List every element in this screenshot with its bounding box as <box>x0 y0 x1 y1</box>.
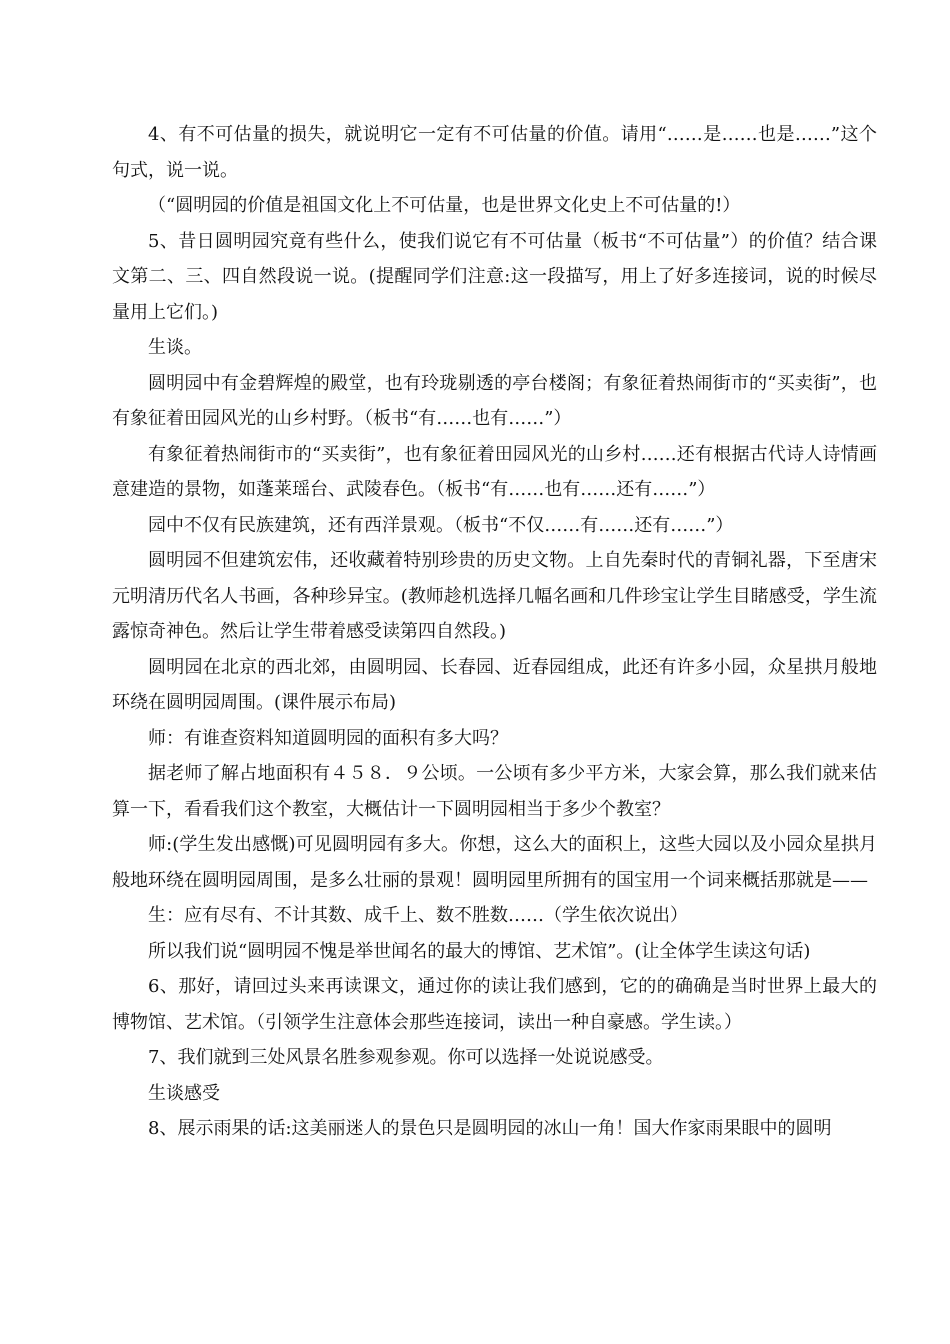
paragraph-student-words: 生：应有尽有、不计其数、成千上、数不胜数……（学生依次说出） <box>148 905 688 926</box>
paragraph-student-talk: 生谈。 <box>148 337 202 358</box>
document-body <box>112 117 877 1147</box>
paragraph-answer-value: （“圆明园的价值是祖国文化上不可估量，也是世界文化史上不可估量的!） <box>148 195 741 216</box>
paragraph-item-5-question: 5、昔日圆明园究竟有些什么，使我们说它有不可估量（板书“不可估量”）的价值？结合课文第二、三、四自然段说一说。(提醒同学们注意:这一段描写，用上了好多连接词，说的时候尽量用上它们。) <box>112 230 877 323</box>
paragraph-location-layout: 圆明园在北京的西北郊，由圆明园、长春园、近春园组成，此还有许多小园，众星拱月般地环绕在圆明园周围。(课件展示布局) <box>112 656 877 713</box>
paragraph-western-views: 园中不仅有民族建筑，还有西洋景观。（板书“不仅……有……还有……”） <box>148 514 734 536</box>
paragraph-museum-conclusion: 所以我们说“圆明园不愧是举世闻名的最大的博馆、艺术馆”。(让全体学生读这句话) <box>148 940 811 962</box>
paragraph-item-7-scenery: 7、我们就到三处风景名胜参观参观。你可以选择一处说说感受。 <box>148 1047 664 1068</box>
paragraph-item-8-hugo: 8、展示雨果的话:这美丽迷人的景色只是圆明园的冰山一角！国大作家雨果眼中的圆明 <box>148 1118 832 1139</box>
paragraph-student-feelings: 生谈感受 <box>148 1082 220 1104</box>
paragraph-halls-pavilions: 圆明园中有金碧辉煌的殿堂，也有玲珑剔透的亭台楼阁；有象征着热闹街市的“买卖街”，也有象征着田园风光的山乡村野。（板书“有……也有……”） <box>112 372 877 429</box>
paragraph-market-street: 有象征着热闹街市的“买卖街”，也有象征着田园风光的山乡村……还有根据古代诗人诗情画意建造的景物，如蓬莱瑶台、武陵春色。（板书“有……也有……还有……”） <box>112 443 877 500</box>
paragraph-cultural-relics: 圆明园不但建筑宏伟，还收藏着特别珍贵的历史文物。上自先秦时代的青铜礼器，下至唐宋元明清历代名人书画，各种珍异宝。(教师趁机选择几幅名画和几件珍宝让学生目睹感受，学生流露惊奇神色。然后让学生带着感受读第四自然段。) <box>112 550 877 642</box>
paragraph-teacher-area-question: 师：有谁查资料知道圆明园的面积有多大吗？ <box>148 727 508 749</box>
paragraph-item-4-question: 4、有不可估量的损失，就说明它一定有不可估量的价值。请用“……是……也是……”这个句式，说一说。 <box>112 124 877 181</box>
paragraph-teacher-summary: 师:(学生发出感慨)可见圆明园有多大。你想，这么大的面积上，这些大园以及小园众星拱月般地环绕在圆明园周围，是多么壮丽的景观！圆明园里所拥有的国宝用一个词来概括那就是—— <box>112 834 877 891</box>
paragraph-area-estimate: 据老师了解占地面积有４５８．９公顷。一公顷有多少平方米，大家会算，那么我们就来估算一下，看看我们这个教室，大概估计一下圆明园相当于多少个教室？ <box>112 763 877 820</box>
paragraph-item-6-reread: 6、那好，请回过头来再读课文，通过你的读让我们感到，它的的确确是当时世界上最大的博物馆、艺术馆。（引领学生注意体会那些连接词，读出一种自豪感。学生读。） <box>112 976 877 1033</box>
